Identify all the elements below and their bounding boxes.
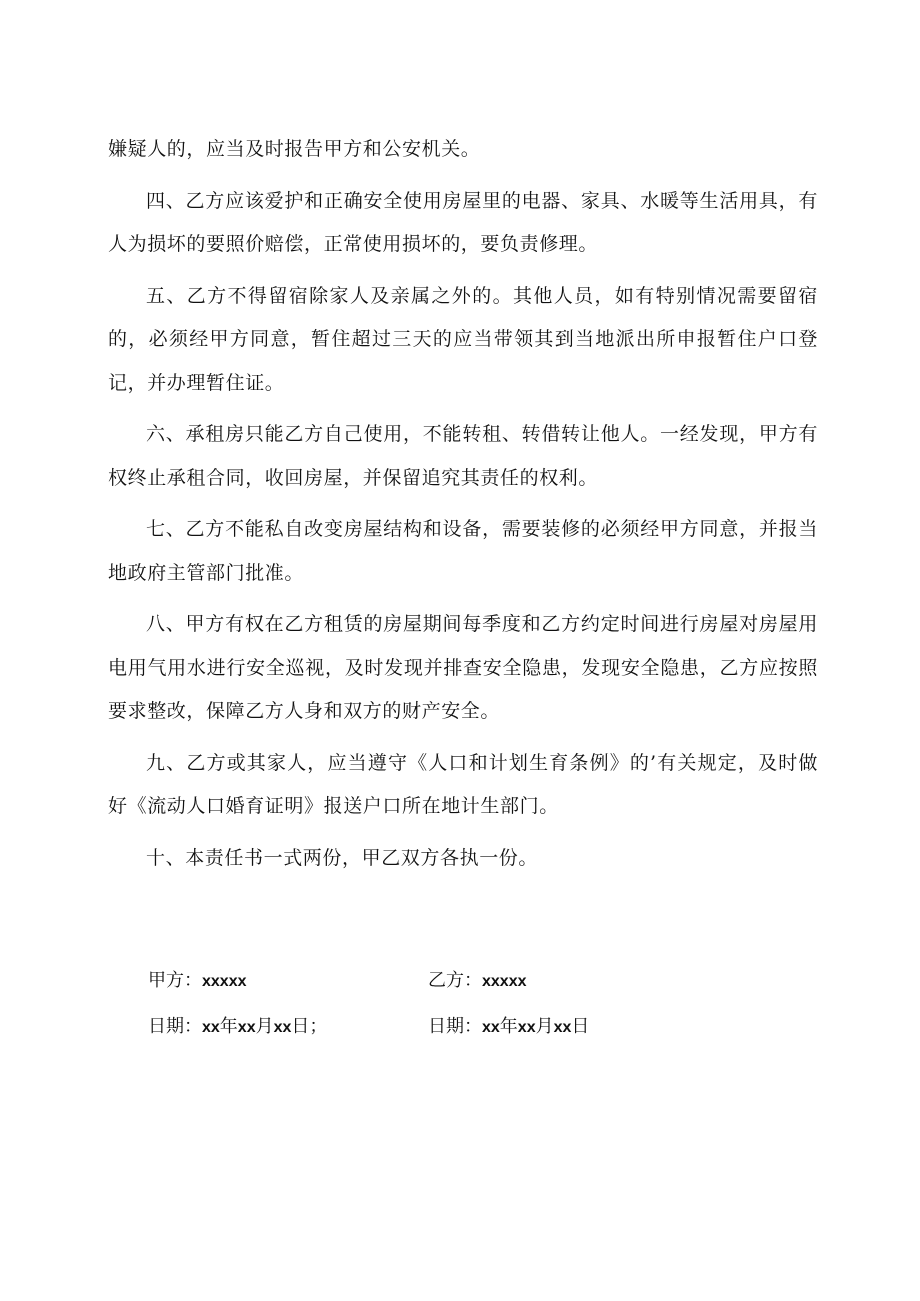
signature-date-row	[148, 1002, 708, 1048]
party-a-date-month-value: xx	[237, 1019, 256, 1036]
party-b-year-unit: 年	[499, 1016, 518, 1037]
party-b-month-unit: 月	[535, 1016, 554, 1037]
party-b-date-month-value: xx	[517, 1019, 536, 1036]
paragraph-clause-9: 九、乙方或其家人，应当遵守《人口和计划生育条例》的’有关规定，及时做好《流动人口婚育证明》报送户口所在地计生部门。	[108, 751, 818, 817]
party-a-name: xxxxx	[202, 973, 247, 990]
party-a-day-unit: 日；	[291, 1016, 328, 1037]
paragraph-clause-8: 八、甲方有权在乙方租赁的房屋期间每季度和乙方约定时间进行房屋对房屋用电用气用水进行安全巡视，及时发现并排查安全隐患，发现安全隐患，乙方应按照要求整改，保障乙方人身和双方的财产安全。	[108, 613, 818, 722]
paragraph-continuation: 嫌疑人的，应当及时报告甲方和公安机关。	[108, 138, 481, 160]
party-b-date-label: 日期：	[428, 1016, 482, 1037]
party-a-date-year-value: xx	[202, 1019, 220, 1036]
party-a-month-unit: 月	[255, 1016, 274, 1037]
party-b-date-day-value: xx	[553, 1019, 572, 1036]
paragraph-clause-6: 六、承租房只能乙方自己使用，不能转租、转借转让他人。一经发现，甲方有权终止承租合同，收回房屋，并保留追究其责任的权利。	[108, 423, 818, 489]
party-a-signature	[148, 966, 428, 992]
party-a-date-label: 日期：	[148, 1016, 202, 1037]
signature-party-row	[148, 956, 708, 1002]
party-a-label: 甲方：	[148, 970, 202, 991]
party-b-date	[428, 1012, 708, 1038]
paragraph-clause-10: 十、本责任书一式两份，甲乙双方各执一份。	[146, 846, 539, 869]
party-a-date-day-value: xx	[273, 1019, 292, 1036]
party-b-signature	[428, 966, 708, 992]
paragraph-clause-7: 七、乙方不能私自改变房屋结构和设备，需要装修的必须经甲方同意，并报当地政府主管部门批准。	[108, 518, 818, 584]
party-b-name: xxxxx	[482, 973, 527, 990]
document-body	[108, 128, 818, 888]
party-b-label: 乙方：	[428, 970, 482, 991]
party-a-date	[148, 1012, 428, 1038]
party-b-day-unit: 日	[571, 1016, 590, 1037]
party-a-year-unit: 年	[219, 1016, 238, 1037]
signature-block	[148, 956, 708, 1048]
paragraph-clause-4: 四、乙方应该爱护和正确安全使用房屋里的电器、家具、水暖等生活用具，有人为损坏的要照价赔偿，正常使用损坏的，要负责修理。	[108, 189, 818, 255]
party-b-date-year-value: xx	[482, 1019, 500, 1036]
paragraph-clause-5: 五、乙方不得留宿除家人及亲属之外的。其他人员，如有特别情况需要留宿的，必须经甲方同意，暂住超过三天的应当带领其到当地派出所申报暂住户口登记，并办理暂住证。	[108, 284, 818, 394]
